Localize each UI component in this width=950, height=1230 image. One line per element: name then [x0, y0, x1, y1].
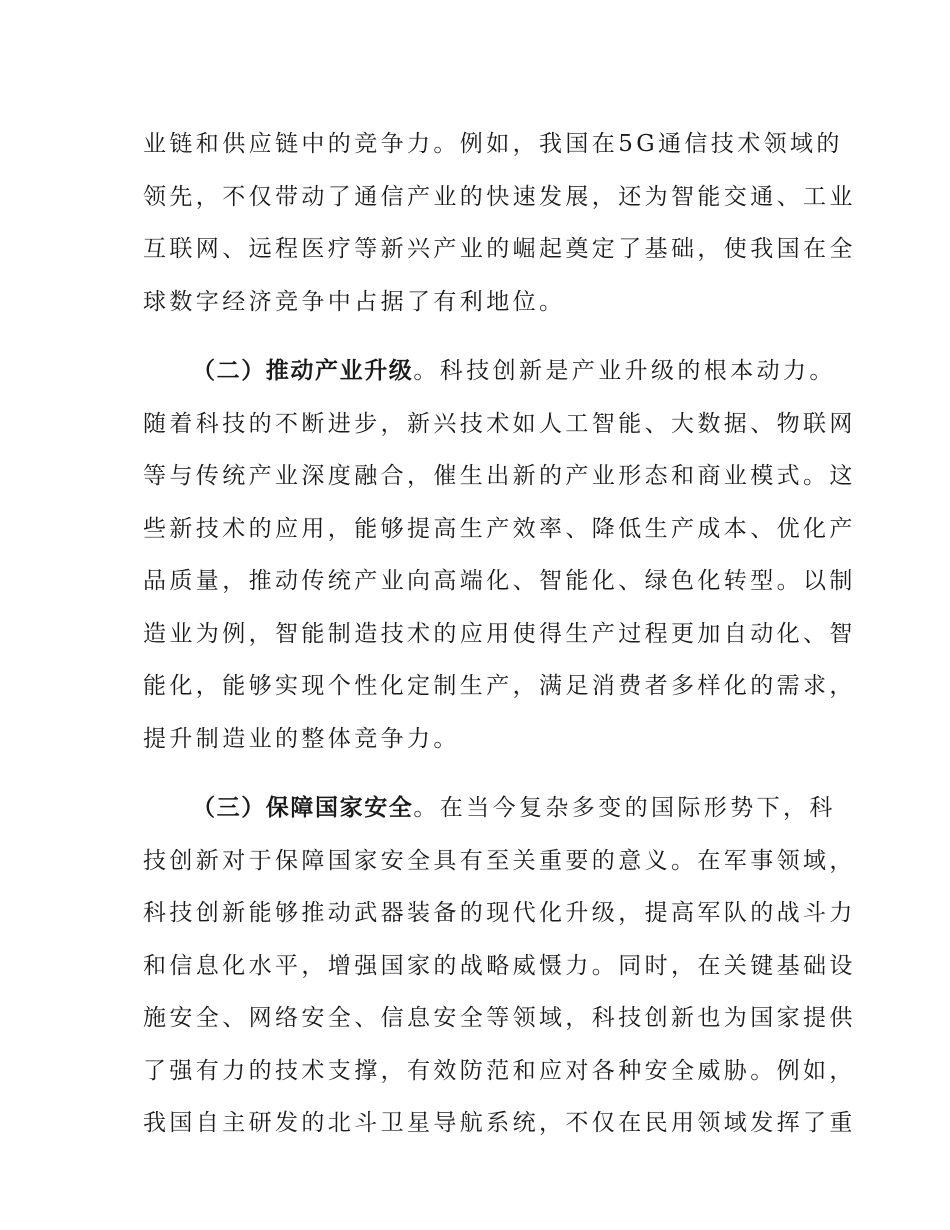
paragraph-3	[143, 782, 856, 1150]
paragraph-first-line	[143, 782, 836, 835]
text-line: 些新技术的应用，能够提高生产效率、降低生产成本、优化产	[143, 515, 856, 542]
text-span: 。在当今复杂多变的国际形势下，科	[413, 795, 836, 821]
text-line: 了强有力的技术支撑，有效防范和应对各种安全威胁。例如，	[143, 1057, 856, 1084]
text-line: 我国自主研发的北斗卫星导航系统，不仅在民用领域发挥了重	[143, 1110, 856, 1136]
document-body	[143, 118, 856, 1150]
text-line: 互联网、远程医疗等新兴产业的崛起奠定了基础，使我国在全	[143, 236, 856, 262]
text-line: 提升制造业的整体竞争力。	[143, 725, 460, 752]
text-line: 业链和供应链中的竞争力。例如，我国在5G通信技术领域的	[143, 131, 843, 157]
text-line: 等与传统产业深度融合，催生出新的产业形态和商业模式。这	[143, 463, 856, 489]
paragraph-2	[143, 345, 856, 765]
paragraph-spacer	[143, 328, 811, 345]
text-line: 和信息化水平，增强国家的战略威慑力。同时，在关键基础设	[143, 952, 856, 979]
paragraph-first-line	[143, 345, 836, 398]
paragraph-1	[143, 118, 856, 328]
text-line: 造业为例，智能制造技术的应用使得生产过程更加自动化、智	[143, 620, 856, 647]
section-heading: （三）保障国家安全	[192, 795, 414, 821]
text-line: 随着科技的不断进步，新兴技术如人工智能、大数据、物联网	[143, 410, 856, 437]
text-line: 领先，不仅带动了通信产业的快速发展，还为智能交通、工业	[143, 183, 856, 210]
paragraph-spacer	[143, 765, 811, 782]
text-line: 能化，能够实现个性化定制生产，满足消费者多样化的需求，	[143, 673, 856, 699]
text-span: 。科技创新是产业升级的根本动力。	[413, 358, 836, 384]
text-line: 品质量，推动传统产业向高端化、智能化、绿色化转型。以制	[143, 568, 856, 594]
text-line: 球数字经济竞争中占据了有利地位。	[143, 288, 566, 315]
text-line: 施安全、网络安全、信息安全等领域，科技创新也为国家提供	[143, 1005, 856, 1031]
section-heading: （二）推动产业升级	[192, 358, 414, 384]
text-line: 科技创新能够推动武器装备的现代化升级，提高军队的战斗力	[143, 900, 856, 926]
text-line: 技创新对于保障国家安全具有至关重要的意义。在军事领域，	[143, 847, 856, 874]
